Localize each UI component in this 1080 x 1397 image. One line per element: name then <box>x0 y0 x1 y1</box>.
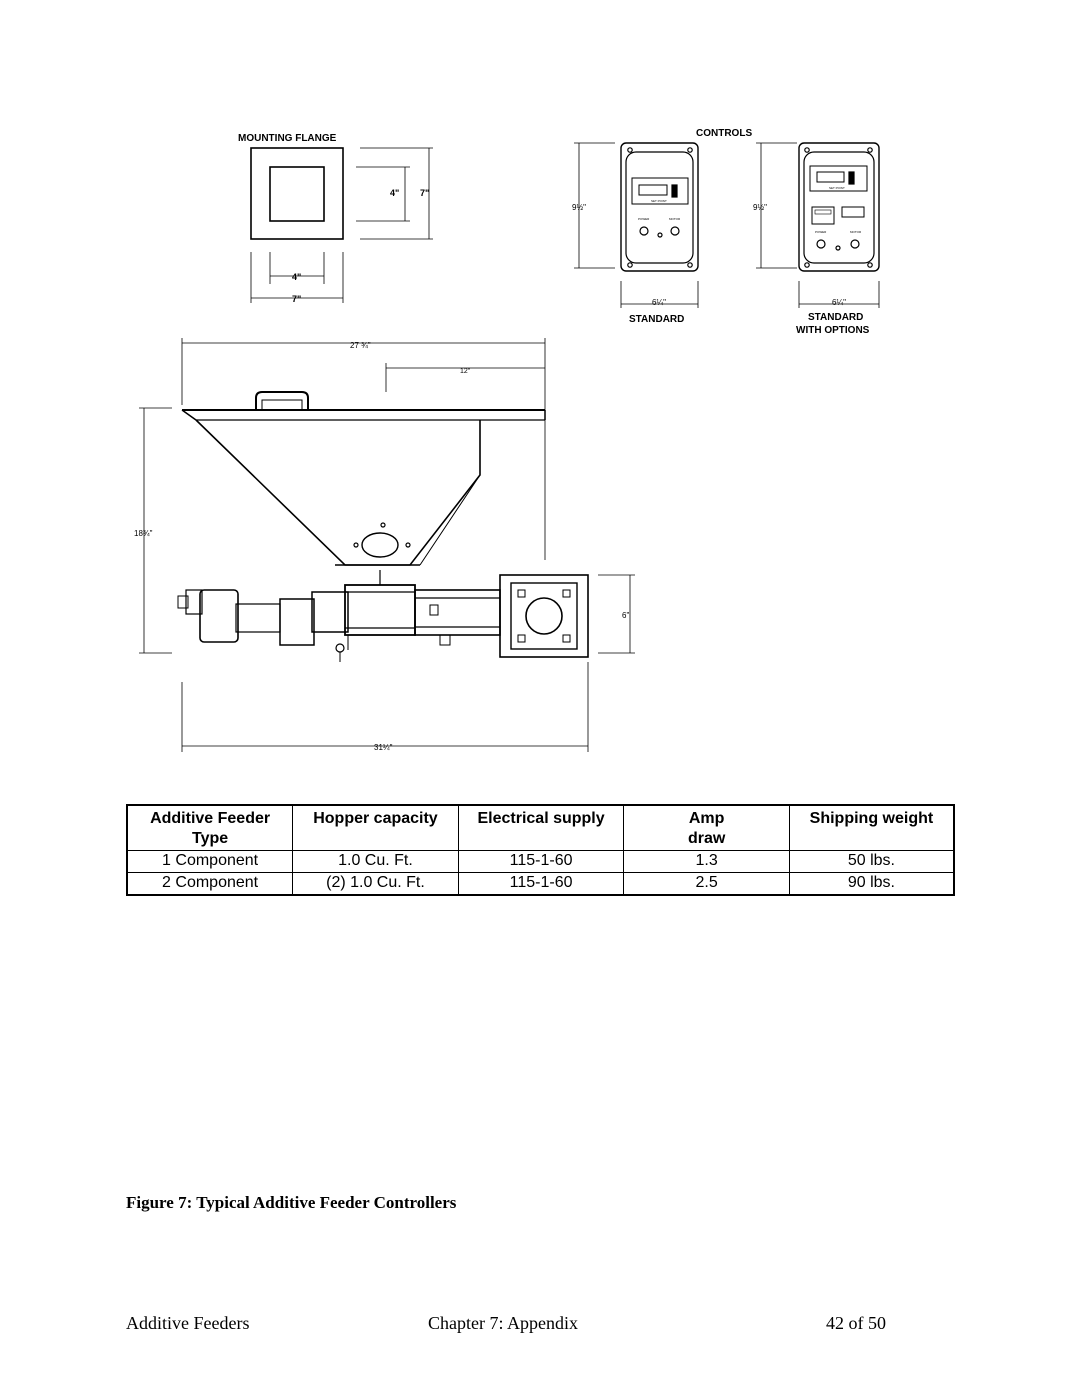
controller-standard-motor: MOTOR <box>669 217 681 221</box>
controller-options-height: 9½" <box>753 203 767 212</box>
flange-dim-outer-v: 7" <box>420 188 430 198</box>
mounting-flange <box>238 133 433 304</box>
header-feeder-type-line2: Type <box>192 830 229 847</box>
table-header-row <box>127 805 954 850</box>
cell-type: 1 Component <box>127 850 293 872</box>
feeder-dim-height: 18¾" <box>134 529 153 538</box>
feeder-dim-flange-height: 6" <box>622 611 630 620</box>
cell-amp: 2.5 <box>624 872 789 895</box>
controller-standard-power: POWER <box>638 217 650 221</box>
cell-weight: 50 lbs. <box>789 850 954 872</box>
feeder-side-view <box>134 338 635 752</box>
header-amp-draw <box>624 805 789 850</box>
flange-dim-inner-h: 4" <box>292 272 302 282</box>
flange-dim-outer-h: 7" <box>292 294 302 304</box>
cell-amp: 1.3 <box>624 850 789 872</box>
header-shipping-weight <box>789 805 954 850</box>
controller-standard-width: 6¼" <box>652 298 666 307</box>
controller-options-label-1: STANDARD <box>808 312 864 323</box>
controller-options-setpoint: SET POINT <box>829 186 845 190</box>
feeder-dim-bottom-width: 31¼" <box>374 743 393 752</box>
controller-with-options <box>753 143 879 336</box>
header-electrical-supply-text: Electrical supply <box>477 810 605 827</box>
controller-standard-setpoint: SET POINT <box>651 199 667 203</box>
header-amp-draw-line1: Amp <box>688 810 725 827</box>
controller-standard-height: 9½" <box>572 203 586 212</box>
flange-inner <box>270 167 324 221</box>
controller-options-width: 6¼" <box>832 298 846 307</box>
header-amp-draw-line2: draw <box>687 830 726 847</box>
cell-type: 2 Component <box>127 872 293 895</box>
controls <box>572 128 879 336</box>
controller-standard <box>572 143 698 325</box>
cell-weight: 90 lbs. <box>789 872 954 895</box>
cell-electrical: 115-1-60 <box>458 850 624 872</box>
controller-options-power: POWER <box>815 230 827 234</box>
cell-hopper: 1.0 Cu. Ft. <box>293 850 459 872</box>
table-row <box>127 850 954 872</box>
specifications-table <box>126 804 955 896</box>
feeder-dim-top-width: 27 ¾" <box>350 341 371 350</box>
mounting-flange-label: MOUNTING FLANGE <box>238 133 337 144</box>
footer-center: Chapter 7: Appendix <box>428 1313 578 1333</box>
controller-options-label-2: WITH OPTIONS <box>796 325 870 336</box>
table-row <box>127 872 954 895</box>
controller-standard-label: STANDARD <box>629 314 685 325</box>
header-feeder-type <box>127 805 293 850</box>
flange-dim-inner-v: 4" <box>390 188 400 198</box>
footer-left: Additive Feeders <box>126 1313 250 1333</box>
feeder-dim-hopper-offset: 12" <box>460 368 471 375</box>
header-hopper-capacity-text: Hopper capacity <box>313 810 438 827</box>
figure-caption: Figure 7: Typical Additive Feeder Controllers <box>126 1193 457 1212</box>
header-feeder-type-line1: Additive Feeder <box>150 810 271 827</box>
controller-options-motor: MOTOR <box>850 230 862 234</box>
header-electrical-supply <box>458 805 624 850</box>
cell-electrical: 115-1-60 <box>458 872 624 895</box>
header-hopper-capacity <box>293 805 459 850</box>
controls-label: CONTROLS <box>696 128 753 139</box>
cell-hopper: (2) 1.0 Cu. Ft. <box>293 872 459 895</box>
flange-outer <box>251 148 343 239</box>
footer-page-number: 42 of 50 <box>826 1313 886 1333</box>
header-shipping-weight-text: Shipping weight <box>809 810 934 827</box>
